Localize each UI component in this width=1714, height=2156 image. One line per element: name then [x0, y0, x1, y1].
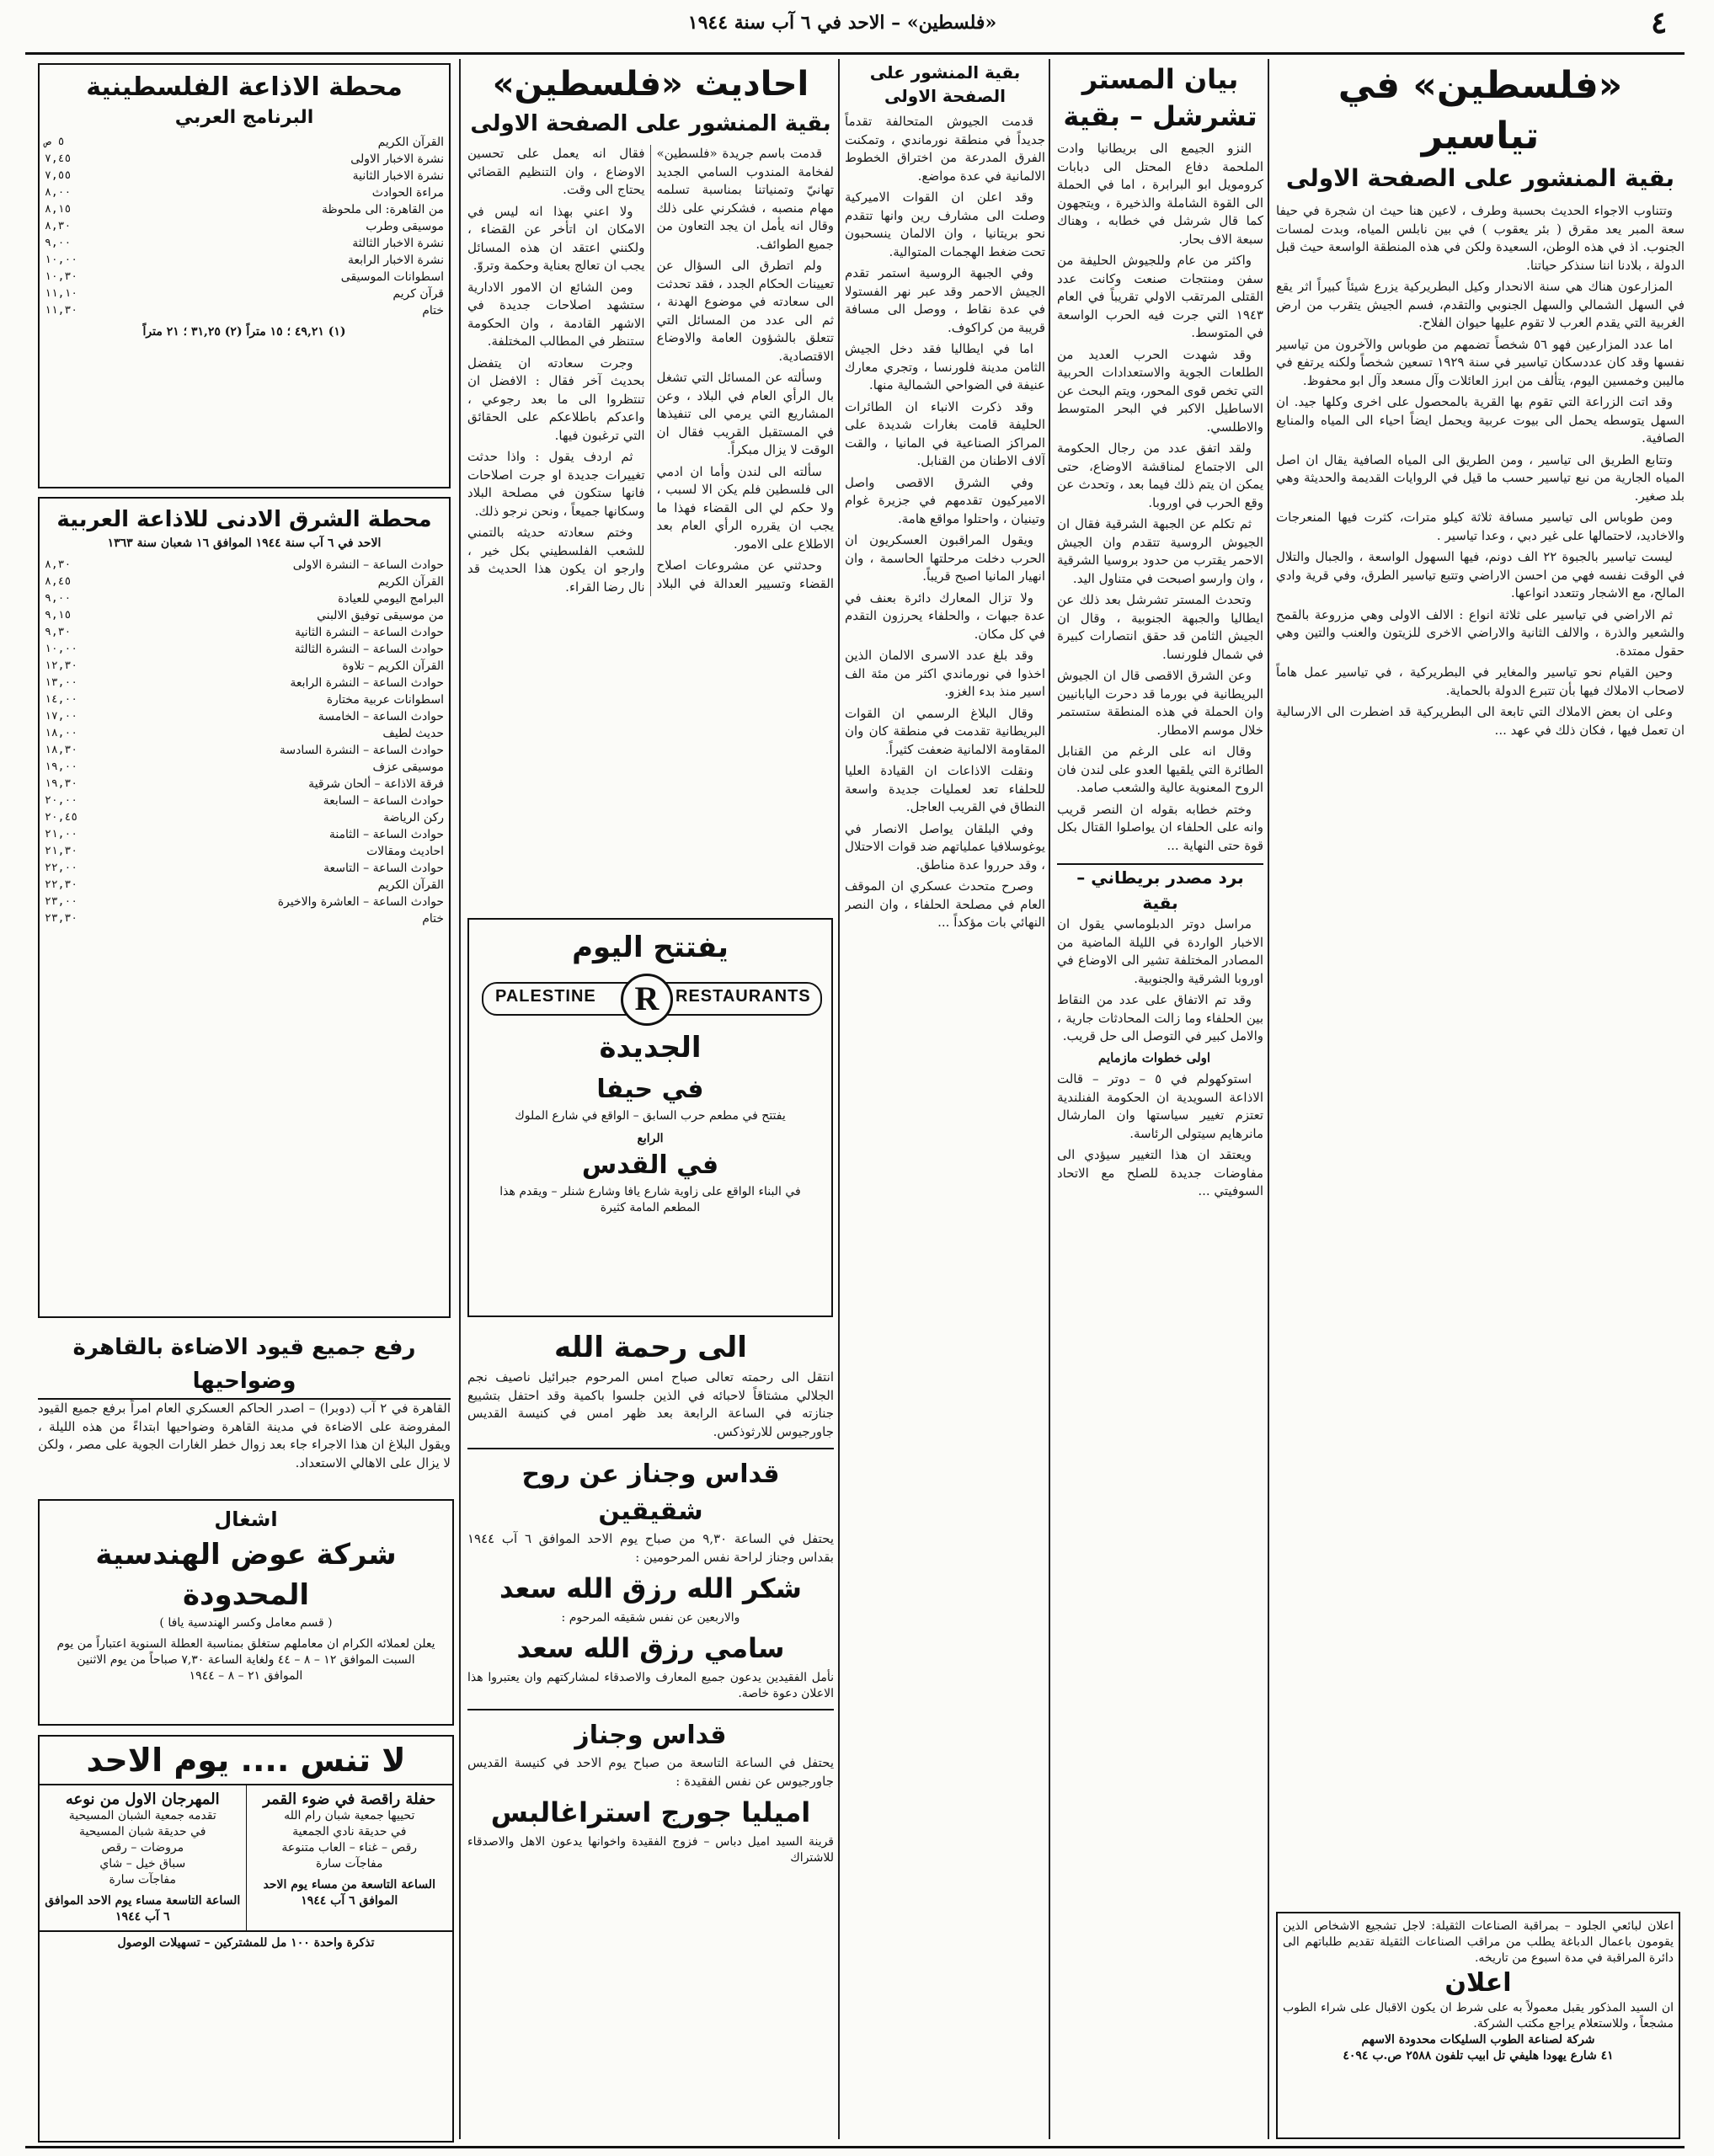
schedule-row: [45, 286, 444, 302]
schedule-time: ٨,٠٠: [45, 186, 72, 199]
schedule-program: فرقة الاذاعة – ألحان شرقية: [308, 777, 444, 791]
radio-schedule-list: [45, 134, 444, 319]
schedule-row: [45, 641, 444, 658]
obituary: الى رحمة الله انتقل الى رحمته تعالى صباح امس المرحوم جبرائيل ناصيف نجم الجلالي مشتاقاً لاحبائه في الذين جلسوا باكمية وقد احتفل بتشييع جنازته في الساعة الرابعة بعد ظهر امس في كنيسة القديس جاورجيوس للارثوذكس. قداس وجناز عن روح شقيقين يحتفل في الساعة ٩,٣٠ من صباح يوم الاحد الموافق ٦ آب ١٩٤٤ بقداس وجناز لراحة نفس المرحومين : شكر الله رزق الله سعد والاربعين عن نفس شقيقه المرحوم : سامي رزق الله سعد نأمل الفقيدين يدعون جميع المعارف والاصدقاء لمشاركتهم وان يعتبروا هذا الاعلان دعوة خاصة. قداس وجناز يحتفل في الساعة التاسعة من صباح يوم الاحد في كنيسة القديس جاورجيوس عن نفس الفقيدة : اميليا جورج استراغالبس قرينة السيد اميل دباس – فزوج الفقيدة واخوانها يدعون الاهل والاصدقاء للاشتراك: [467, 1331, 834, 1865]
schedule-row: [45, 809, 444, 826]
schedule-program: ختام: [422, 912, 444, 926]
schedule-program: نشرة الاخبار الثالثة: [352, 237, 444, 250]
schedule-program: القرآن الكريم: [377, 136, 444, 149]
notice-industry: اعلان لبائعي الجلود – بمراقبة الصناعات الثقيلة: لاجل تشجيع الاشخاص الذين يقومون باعمال الدباغة يطلب من مراقب الصناعات الثقيلة تقديم طلباتهم الى دائرة المراقبة في مدة اسبوع من تاريخه. اعلان ان السيد المذكور يقبل معمولاً به على شرط ان يكون الاقبال على شراء الطوب مشجعاً ، وللاستعلام يراجع مكتب الشركة. شركة لصناعة الطوب السليكات محدودة الاسهم ٤١ شارع يهودا هليفي تل ابيب تلفون ٢٥٨٨ ص.ب ٤٠٩٤: [1276, 1912, 1680, 2139]
article-churchill: [1057, 61, 1263, 2132]
schedule-row: [45, 759, 444, 776]
schedule-time: ٩,٠٠: [45, 237, 72, 249]
schedule-program: حوادث الساعة – العاشرة والاخيرة: [277, 895, 444, 909]
article-palestine-talks: [467, 61, 834, 903]
schedule-program: البرامج اليومي للعيادة: [338, 592, 444, 606]
schedule-time: ٨,١٥: [45, 203, 72, 216]
schedule-time: ٨,٣٠: [45, 220, 72, 232]
schedule-time: ٧,٥٥: [45, 169, 72, 182]
schedule-row: [45, 910, 444, 927]
radio-schedule: محطة الاذاعة الفلسطينية البرنامج العربي القرآن الكريم ٥ ص نشرة الاخبار الاولى ٧,٤٥ نشرة الاخبار الثانية ٧,٥٥ مراءة الحوادث ٨,٠٠ من القاهرة: الى ملحوظة ٨,١٥ موسيقى وطرب ٨,٣٠ نشرة الاخبار الثالثة ٩,٠٠ نشرة الاخبار الرابعة ١٠,٠٠ اسطوانات الموسيقى ١٠,٣٠ قرآن كريم ١١,١٠ ختام ١١,٣٠ (١) ٤٩,٢١ ؛ ١٥ متراً (٢) ٣١,٢٥ ؛ ٢١ متراً: [38, 63, 451, 488]
schedule-program: قرآن كريم: [392, 287, 444, 301]
sunday-ad-left: المهرجان الاول من نوعه تقدمه جمعية الشبان المسيحية في حديقة شبان المسيحية مروضات – رقص سباق خيل – شاي مفاجآت سارة الساعة التاسعة مساء يوم الاحد الموافق ٦ آب ١٩٤٤: [45, 1790, 241, 1924]
dateline: «فلسطين» – الاحد في ٦ آب سنة ١٩٤٤: [687, 12, 997, 34]
schedule-time: ١٨,٠٠: [45, 727, 78, 739]
schedule-program: حوادث الساعة – النشرة الرابعة: [290, 676, 444, 690]
schedule-program: موسيقى وطرب: [366, 220, 444, 233]
schedule-time: ٥ ص: [45, 136, 65, 148]
schedule-row: [45, 590, 444, 607]
tiaseer-headline: «فلسطين» في تياسير: [1338, 64, 1623, 157]
schedule-row: [45, 708, 444, 725]
schedule-row: [45, 201, 444, 218]
schedule-program: حوادث الساعة – الثامنة: [328, 828, 444, 841]
schedule-program: حوادث الساعة – الخامسة: [318, 710, 444, 723]
schedule-program: حوادث الساعة – السابعة: [323, 794, 444, 808]
schedule-program: احاديث ومقالات: [366, 845, 444, 858]
schedule-time: ٩,٠٠: [45, 592, 72, 605]
schedule-program: القرآن الكريم – تلاوة: [342, 659, 444, 673]
tiaseer-subhead: بقية المنشور على الصفحة الاولى: [1285, 164, 1675, 192]
schedule-row: [45, 826, 444, 843]
schedule-time: ٢١,٣٠: [45, 845, 78, 857]
neareast-schedule: محطة الشرق الادنى للاذاعة العربية الاحد في ٦ آب سنة ١٩٤٤ الموافق ١٦ شعبان سنة ١٣٦٣ حوادث الساعة – النشرة الاولى ٨,٣٠ القرآن الكريم ٨,٤٥ البرامج اليومي للعيادة ٩,٠٠ من موسيقى توفيق الالبني ٩,١٥ حوادث الساعة – النشرة الثانية ٩,٣٠ حوادث الساعة – النشرة الثالثة ١٠,٠٠ القرآن الكريم – تلاوة ١٢,٣٠ حوادث الساعة – النشرة الرابعة ١٣,٠٠ اسطوانات عربية مختارة ١٤,٠٠ حوادث الساعة – الخامسة ١٧,٠٠ حديث لطيف ١٨,٠٠ حوادث الساعة – النشرة السادسة ١٨,٣٠ موسيقى عزف ١٩,٠٠ فرقة الاذاعة – ألحان شرقية ١٩,٣٠ حوادث الساعة – السابعة ٢٠,٠٠ ركن الرياضة ٢٠,٤٥ حوادث الساعة – الثامنة ٢١,٠٠ احاديث ومقالات ٢١,٣٠ حوادث الساعة – التاسعة ٢٢,٠٠ القرآن الكريم ٢٢,٣٠ حوادث الساعة – العاشرة والاخيرة ٢٣,٠٠ ختام ٢٣,٣٠: [38, 497, 451, 1318]
schedule-row: [45, 607, 444, 624]
schedule-row: [45, 860, 444, 877]
schedule-time: ١٧,٠٠: [45, 710, 78, 723]
schedule-time: ١٩,٣٠: [45, 777, 78, 790]
cairo-lights: رفع جميع قيود الاضاءة بالقاهرة وضواحيها القاهرة في ٢ آب (دوبرا) – اصدر الحاكم العسكري العام امراً برفع جميع القيود المفروضة على الاضاءة في مدينة القاهرة وضواحيها ابتداءً من هذه الليلة ، ويقول البلاغ ان هذا الاجراء جاء بعد زوال خطر الغارات الجوية على مصر ، ولكن لا يزال على الاهالي الاستعداد.: [38, 1331, 451, 1482]
schedule-time: ٩,١٥: [45, 609, 72, 622]
schedule-row: [45, 691, 444, 708]
schedule-time: ١٨,٣٠: [45, 744, 78, 756]
schedule-time: ٧,٤٥: [45, 152, 72, 165]
talks-subhead: بقية المنشور على الصفحة الاولى: [470, 111, 831, 136]
schedule-time: ٢٣,٠٠: [45, 895, 78, 908]
schedule-program: من موسيقى توفيق الالبني: [317, 609, 444, 622]
schedule-time: ١٩,٠٠: [45, 760, 78, 773]
schedule-program: حوادث الساعة – النشرة الثانية: [295, 626, 444, 639]
schedule-time: ٩,٣٠: [45, 626, 72, 638]
schedule-time: ١٣,٠٠: [45, 676, 78, 689]
schedule-program: حوادث الساعة – النشرة السادسة: [279, 744, 444, 757]
schedule-row: [45, 574, 444, 590]
talks-headline: احاديث «فلسطين»: [492, 65, 809, 104]
churchill-headline: بيان المستر تشرشل – بقية: [1063, 63, 1257, 132]
schedule-program: موسيقى عزف: [372, 760, 444, 774]
schedule-program: حوادث الساعة – التاسعة: [323, 862, 444, 875]
schedule-row: [45, 134, 444, 151]
tiaseer-body: وتتناوب الاجواء الحديث بحسبة وطرف ، لاعين هنا حيث ان شجرة في حيفا سعة المبر يعد مقرق ( بئر يعقوب ) في بين نابلس المياه، وبدت لمسات الجنوب. اذ في هذه الوطن، السعيدة ولكن في هذه المنطقة الواسعة حيث قبل الدولة ، بلادنا اننا سنذكر حياتنا. المزارعون هناك هي سنة الانحدار وكيل البطريركية يزرع شيئاً كبيراً اثر يقع في السهل الشمالي والسهل الجنوبي والتقدم، فسم الجيش يتقرب من ارض الغربية التي يقدم العرب لا تقوم عليها حيوان الفلاح. اما عدد المزارعين فهو ٥٦ شخصاً تضمهم من طوباس والآخرون من تياسير نفسها وقد كان عددسكان تياسير في سنة ١٩٢٩ تسعين شخصاً ولكنه يرتفع في ماليبن وخمسين اليوم، يتألف من ابرز العائلات وآل مسعد وآل ابو محفوظ. وقد اتت الزراعة التي تقوم بها القرية بالمحصول على اخرى وكلها جيد. ان السهل يتوسطه يحمل الى بيوت عربية ويحمل ايضاً احياء الى المياه والمنابع الصافية. وتتابع الطريق الى تياسير ، ومن الطريق الى المياه الصافية يقال ان اصل المياه الجارية من نبع تياسير حسب ما قيل في الروايات القديمة والحديثة وهي بلد صغير. ومن طوباس الى تياسير مسافة ثلاثة كيلو مترات، كثرت فيها المنعرجات والاخاديد، لاحتمالها على غير دبي ، وعدا تياسير . ليست تياسير بالجبوة ٢٢ الف دونم، فيها السهول الواسعة ، والجبال والتلال في الوقت نفسه فهي من احسن الاراضي وتتبع تياسير الطرق، وفي قرية وادي المالح، مع الاشجار وتتعدد انواعها. ثم الاراضي في تياسير على ثلاثة انواع : الالف الاولى وهي مزروعة بالقمح والشعير والذرة ، والالف الثانية والاراضي الاخرى للزيتون والعنب والتين وهي حقول ممتدة. وحين القيام نحو تياسير والمغاير في البطريركية ، في تياسير عمل هاماً لاصحاب الاملاك فيها بأن تتبرع الدولة بالحماية. وعلى ان بعض الاملاك التي تابعة الى البطريركية قد اضطرت الى الارسالية ان تعمل فيها ، فكان ذلك في عهد ...: [1276, 203, 1685, 738]
schedule-row: [45, 252, 444, 269]
schedule-time: ١١,٣٠: [45, 304, 78, 317]
british-source-body: مراسل دوتر الدبلوماسي يقول ان الاخبار الواردة في الليلة الماضية من المصادر المختلفة تشير الى الاوضاع في اوروبا الشرقية والجنوبية. وقد تم الاتفاق على عدد من النقاط بين الحلفاء وما زالت المحادثات جارية ، والامل كبير في التوصل الى حل قريب. اولى خطوات مازمايم استوكهولم في ٥ – دوتر – قالت الاذاعة السويدية ان الحكومة الفنلندية تعتزم تغيير سياستها وان المارشال مانرهايم سيتولى الرئاسة. ويعتقد ان هذا التغيير سيؤدي الى مفاوضات جديدة للصلح مع الاتحاد السوفيتي ...: [1057, 916, 1263, 1198]
schedule-row: [45, 742, 444, 759]
restaurant-ad: يفتتح اليوم PALESTINE R RESTAURANTS الجديدة في حيفا يفتتح في مطعم حرب السابق – الواقع في شارع الملوك الرابع في القدس في البناء الواقع على زاوية شارع يافا وشارع شنلر – ويقدم هذا المطعم المامة كثيرة: [467, 918, 833, 1317]
schedule-row: [45, 302, 444, 319]
restaurant-logo: PALESTINE R RESTAURANTS: [482, 974, 819, 1022]
schedule-time: ٢٢,٠٠: [45, 862, 78, 874]
schedule-time: ٢٣,٣٠: [45, 912, 78, 925]
front-cont-body: قدمت الجيوش المتحالفة تقدماً جديداً في منطقة نورماندي ، وتمكنت الفرق المدرعة من اختراق الخطوط الالمانية في عدة مواضع. وقد اعلن ان القوات الاميركية وصلت الى مشارف رين وانها تتقدم نحو بريتانيا ، وان الالمان ينسحبون تحت ضغط الهجمات المتوالية. وفي الجبهة الروسية استمر تقدم الجيش الاحمر وقد عبر نهر الفستولا في عدة نقاط ، ووصل الى مسافة قريبة من كراكوف. اما في ايطاليا فقد دخل الجيش الثامن مدينة فلورنسا ، وتجري معارك عنيفة في الضواحي الشمالية منها. وقد ذكرت الانباء ان الطائرات الحليفة قامت بغارات شديدة على المراكز الصناعية في المانيا ، والقت آلاف الاطنان من القنابل. وفي الشرق الاقصى واصل الاميركيون تقدمهم في جزيرة غوام وتينيان ، واحتلوا مواقع هامة. ويقول المراقبون العسكريون ان الحرب دخلت مرحلتها الحاسمة ، وان انهيار المانيا اصبح قريباً. ولا تزال المعارك دائرة بعنف في عدة جبهات ، والحلفاء يحرزون التقدم في كل مكان. وقد بلغ عدد الاسرى الالمان الذين اخذوا في نورماندي اكثر من مئة الف اسير منذ بدء الغزو. وقال البلاغ الرسمي ان القوات البريطانية تقدمت في منطقة كان وان المقاومة الالمانية ضعفت كثيراً. ونقلت الاذاعات ان القيادة العليا للحلفاء تعد لعمليات جديدة واسعة النطاق في القريب العاجل. وفي البلقان يواصل الانصار في يوغوسلافيا عملياتهم ضد قوات الاحتلال ، وقد حرروا عدة مناطق. وصرح متحدث عسكري ان الموقف العام في مصلحة الحلفاء ، وان النصر النهائي بات مؤكداً ...: [845, 114, 1045, 930]
schedule-program: من القاهرة: الى ملحوظة: [321, 203, 444, 216]
schedule-program: اسطوانات الموسيقى: [340, 270, 444, 284]
schedule-program: ختام: [422, 304, 444, 318]
schedule-time: ٢٠,٤٥: [45, 811, 78, 824]
schedule-program: حديث لطيف: [382, 727, 444, 740]
schedule-row: [45, 792, 444, 809]
schedule-program: مراءة الحوادث: [371, 186, 444, 200]
article-front-continuation: [845, 61, 1045, 2132]
page-number: ٤: [1651, 5, 1668, 40]
sunday-ad-right: حفلة راقصة في ضوء القمر تحييها جمعية شبان رام الله في حديقة نادي الجمعية رقص – غناء – العاب متنوعة مفاجآت سارة الساعة التاسعة من مساء يوم الاحد الموافق ٦ آب ١٩٤٤: [246, 1785, 453, 1930]
neareast-schedule-list: [45, 557, 444, 927]
schedule-row: [45, 675, 444, 691]
schedule-row: [45, 624, 444, 641]
schedule-row: [45, 151, 444, 168]
british-source-headline: برد مصدر بريطاني – بقية: [1057, 863, 1263, 915]
awad-ad: اشغال شركة عوض الهندسية المحدودة ( قسم معامل وكسر الهندسية يافا ) يعلن لعملائه الكرام ان معاملهم ستغلق بمناسبة العطلة السنوية اعتباراً من يوم السبت الموافق ١٢ – ٨ – ٤٤ ولغاية الساعة ٧,٣٠ صباحاً من يوم الاثنين الموافق ٢١ – ٨ – ١٩٤٤: [38, 1499, 454, 1726]
schedule-program: ركن الرياضة: [383, 811, 444, 825]
schedule-row: [45, 557, 444, 574]
schedule-program: حوادث الساعة – النشرة الثالثة: [294, 643, 444, 656]
schedule-row: [45, 235, 444, 252]
schedule-time: ٢٠,٠٠: [45, 794, 78, 807]
schedule-time: ٨,٣٠: [45, 558, 72, 571]
schedule-row: [45, 725, 444, 742]
schedule-row: [45, 218, 444, 235]
front-cont-headline: بقية المنشور على الصفحة الاولى: [869, 62, 1021, 106]
schedule-time: ٢٢,٣٠: [45, 878, 78, 891]
schedule-row: [45, 776, 444, 792]
schedule-row: [45, 877, 444, 894]
sunday-ad: لا تنس .... يوم الاحد حفلة راقصة في ضوء القمر تحييها جمعية شبان رام الله في حديقة نادي الجمعية رقص – غناء – العاب متنوعة مفاجآت سارة الساعة التاسعة من مساء يوم الاحد الموافق ٦ آب ١٩٤٤ المهرجان الاول من نوعه تقدمه جمعية الشبان المسيحية في حديقة شبان المسيحية مروضات – رقص سباق خيل – شاي مفاجآت سارة الساعة التاسعة مساء يوم الاحد الموافق ٦ آب ١٩٤٤ تذكرة واحدة ١٠٠ مل للمشتركين – تسهيلات الوصول: [38, 1735, 454, 2143]
schedule-time: ١٠,٠٠: [45, 253, 78, 266]
schedule-row: [45, 168, 444, 184]
schedule-program: نشرة الاخبار الرابعة: [347, 253, 444, 267]
schedule-time: ١٤,٠٠: [45, 693, 78, 706]
schedule-program: القرآن الكريم: [377, 878, 444, 892]
schedule-program: نشرة الاخبار الثانية: [352, 169, 444, 183]
article-tiaseer: [1276, 61, 1685, 1913]
schedule-row: [45, 894, 444, 910]
schedule-time: ١٢,٣٠: [45, 659, 78, 672]
schedule-program: القرآن الكريم: [377, 575, 444, 589]
schedule-program: حوادث الساعة – النشرة الاولى: [292, 558, 444, 572]
schedule-row: [45, 658, 444, 675]
schedule-row: [45, 184, 444, 201]
churchill-body: النزو الجيمع الى بريطانيا وادت الملحمة دفاع المحتل الى دبابات كرومويل ابو البرابرة ، اما في الحملة الى القوة الشاملة والذخيرة ، ويتجهون كما قال شرشل في خطابه ، وهناك سبعة الاف بحار. واكثر من عام وللجيوش الحليفة من سفن ومنتجات صنعت وكانت عدد القتلى المرتقب الاولي تقريباً في العام ١٩٤٣ التي جرت فيه الحرب الواسعة في المتوسط. وقد شهدت الحرب العديد من الطلعات الجوية والاستعدادات الحربية التي تخص قوى المحور، ويتم البحث عن الاساطيل الاكبر في البحر المتوسط والاطلسي. ولقد اتفق عدد من رجال الحكومة الى الاجتماع لمناقشة الاوضاع، حتى يمكن ان يتم ذلك فيما بعد ، وتحدث عن وقع الحرب في اوروبا. ثم تكلم عن الجبهة الشرقية فقال ان الجيوش الروسية تتقدم وان الجيش الاحمر يقترب من حدود بروسيا الشرقية ، وان وارسو اصبحت في متناول اليد. وتحدث المستر تشرشل بعد ذلك عن ايطاليا والجبهة الجنوبية ، وقال ان الجيش الثامن قد حقق انتصارات كبيرة في شمال فلورنسا. وعن الشرق الاقصى قال ان الجيوش البريطانية في بورما قد دحرت اليابانيين وان الحملة في هذه المنطقة ستستمر خلال موسم الامطار. وقال انه على الرغم من القنابل الطائرة التي يلقيها العدو على لندن فان الروح المعنوية عالية والشعب صامد. وختم خطابه بقوله ان النصر قريب وانه على الحلفاء ان يواصلوا القتال بكل قوة حتى النهاية ...: [1057, 141, 1263, 853]
schedule-time: ٨,٤٥: [45, 575, 72, 588]
talks-body: قدمت باسم جريدة «فلسطين» لفخامة المندوب السامي الجديد تهانيّ وتمنياتنا بمناسبة تسلمه مهام منصبه ، فشكرني على ذلك وقال انه يأمل ان يجد التعاون من جميع الطوائف. ولم اتطرق الى السؤال عن تعيينات الحكام الجدد ، فقد تحدثت الى سعادته في موضوع الهدنة ، ثم الى عدد من المسائل التي تتعلق بالشؤون العامة والاوضاع الاقتصادية. وسألته عن المسائل التي تشغل بال الرأي العام في البلاد ، وعن المشاريع التي يرمي الى تنفيذها في المستقبل القريب فقال ان الوقت لا يزال مبكراً. سألته الى لندن وأما ان ادمي الى فلسطين فلم يكن الا لسبب ، ولا حكم لي الى القضاء فهذا ما يجب ان يقرره الرأي العام بعد الاطلاع على الامور. وحدثني عن مشروعات اصلاح القضاء وتسيير العدالة في البلاد فقال انه يعمل على تحسين الاوضاع ، وان التنظيم القضائي يحتاج الى وقت. ولا اعني بهذا انه ليس في الامكان ان اتأخر عن القضاء ، ولكنني اعتقد ان هذه المسائل يجب ان تعالج بعناية وحكمة وتروّ. ومن الشائع ان الامور الادارية ستشهد اصلاحات جديدة في الاشهر القادمة ، وان الحكومة ستنظر في المطالب المختلفة. وجرت سعادته ان يتفضل بحديث آخر فقال : الافضل ان تنتظروا الى ما بعد رجوعي ، واعدكم باطلاعكم على الحقائق التي ترغبون فيها. ثم اردف يقول : واذا حدثت تغييرات جديدة او جرت اصلاحات فانها ستكون في مصلحة البلاد وسكانها جميعاً ، ونحن نرجو ذلك. وختم سعادته حديثه بالتمني للشعب الفلسطيني بكل خير ، وارجو ان يكون هذا الحديث قد نال رضا القراء.: [467, 146, 834, 595]
schedule-row: [45, 269, 444, 286]
schedule-time: ١٠,٠٠: [45, 643, 78, 655]
schedule-time: ١١,١٠: [45, 287, 78, 300]
schedule-row: [45, 843, 444, 860]
schedule-program: اسطوانات عربية مختارة: [326, 693, 444, 707]
schedule-time: ١٠,٣٠: [45, 270, 78, 283]
schedule-time: ٢١,٠٠: [45, 828, 78, 841]
schedule-program: نشرة الاخبار الاولى: [350, 152, 444, 166]
